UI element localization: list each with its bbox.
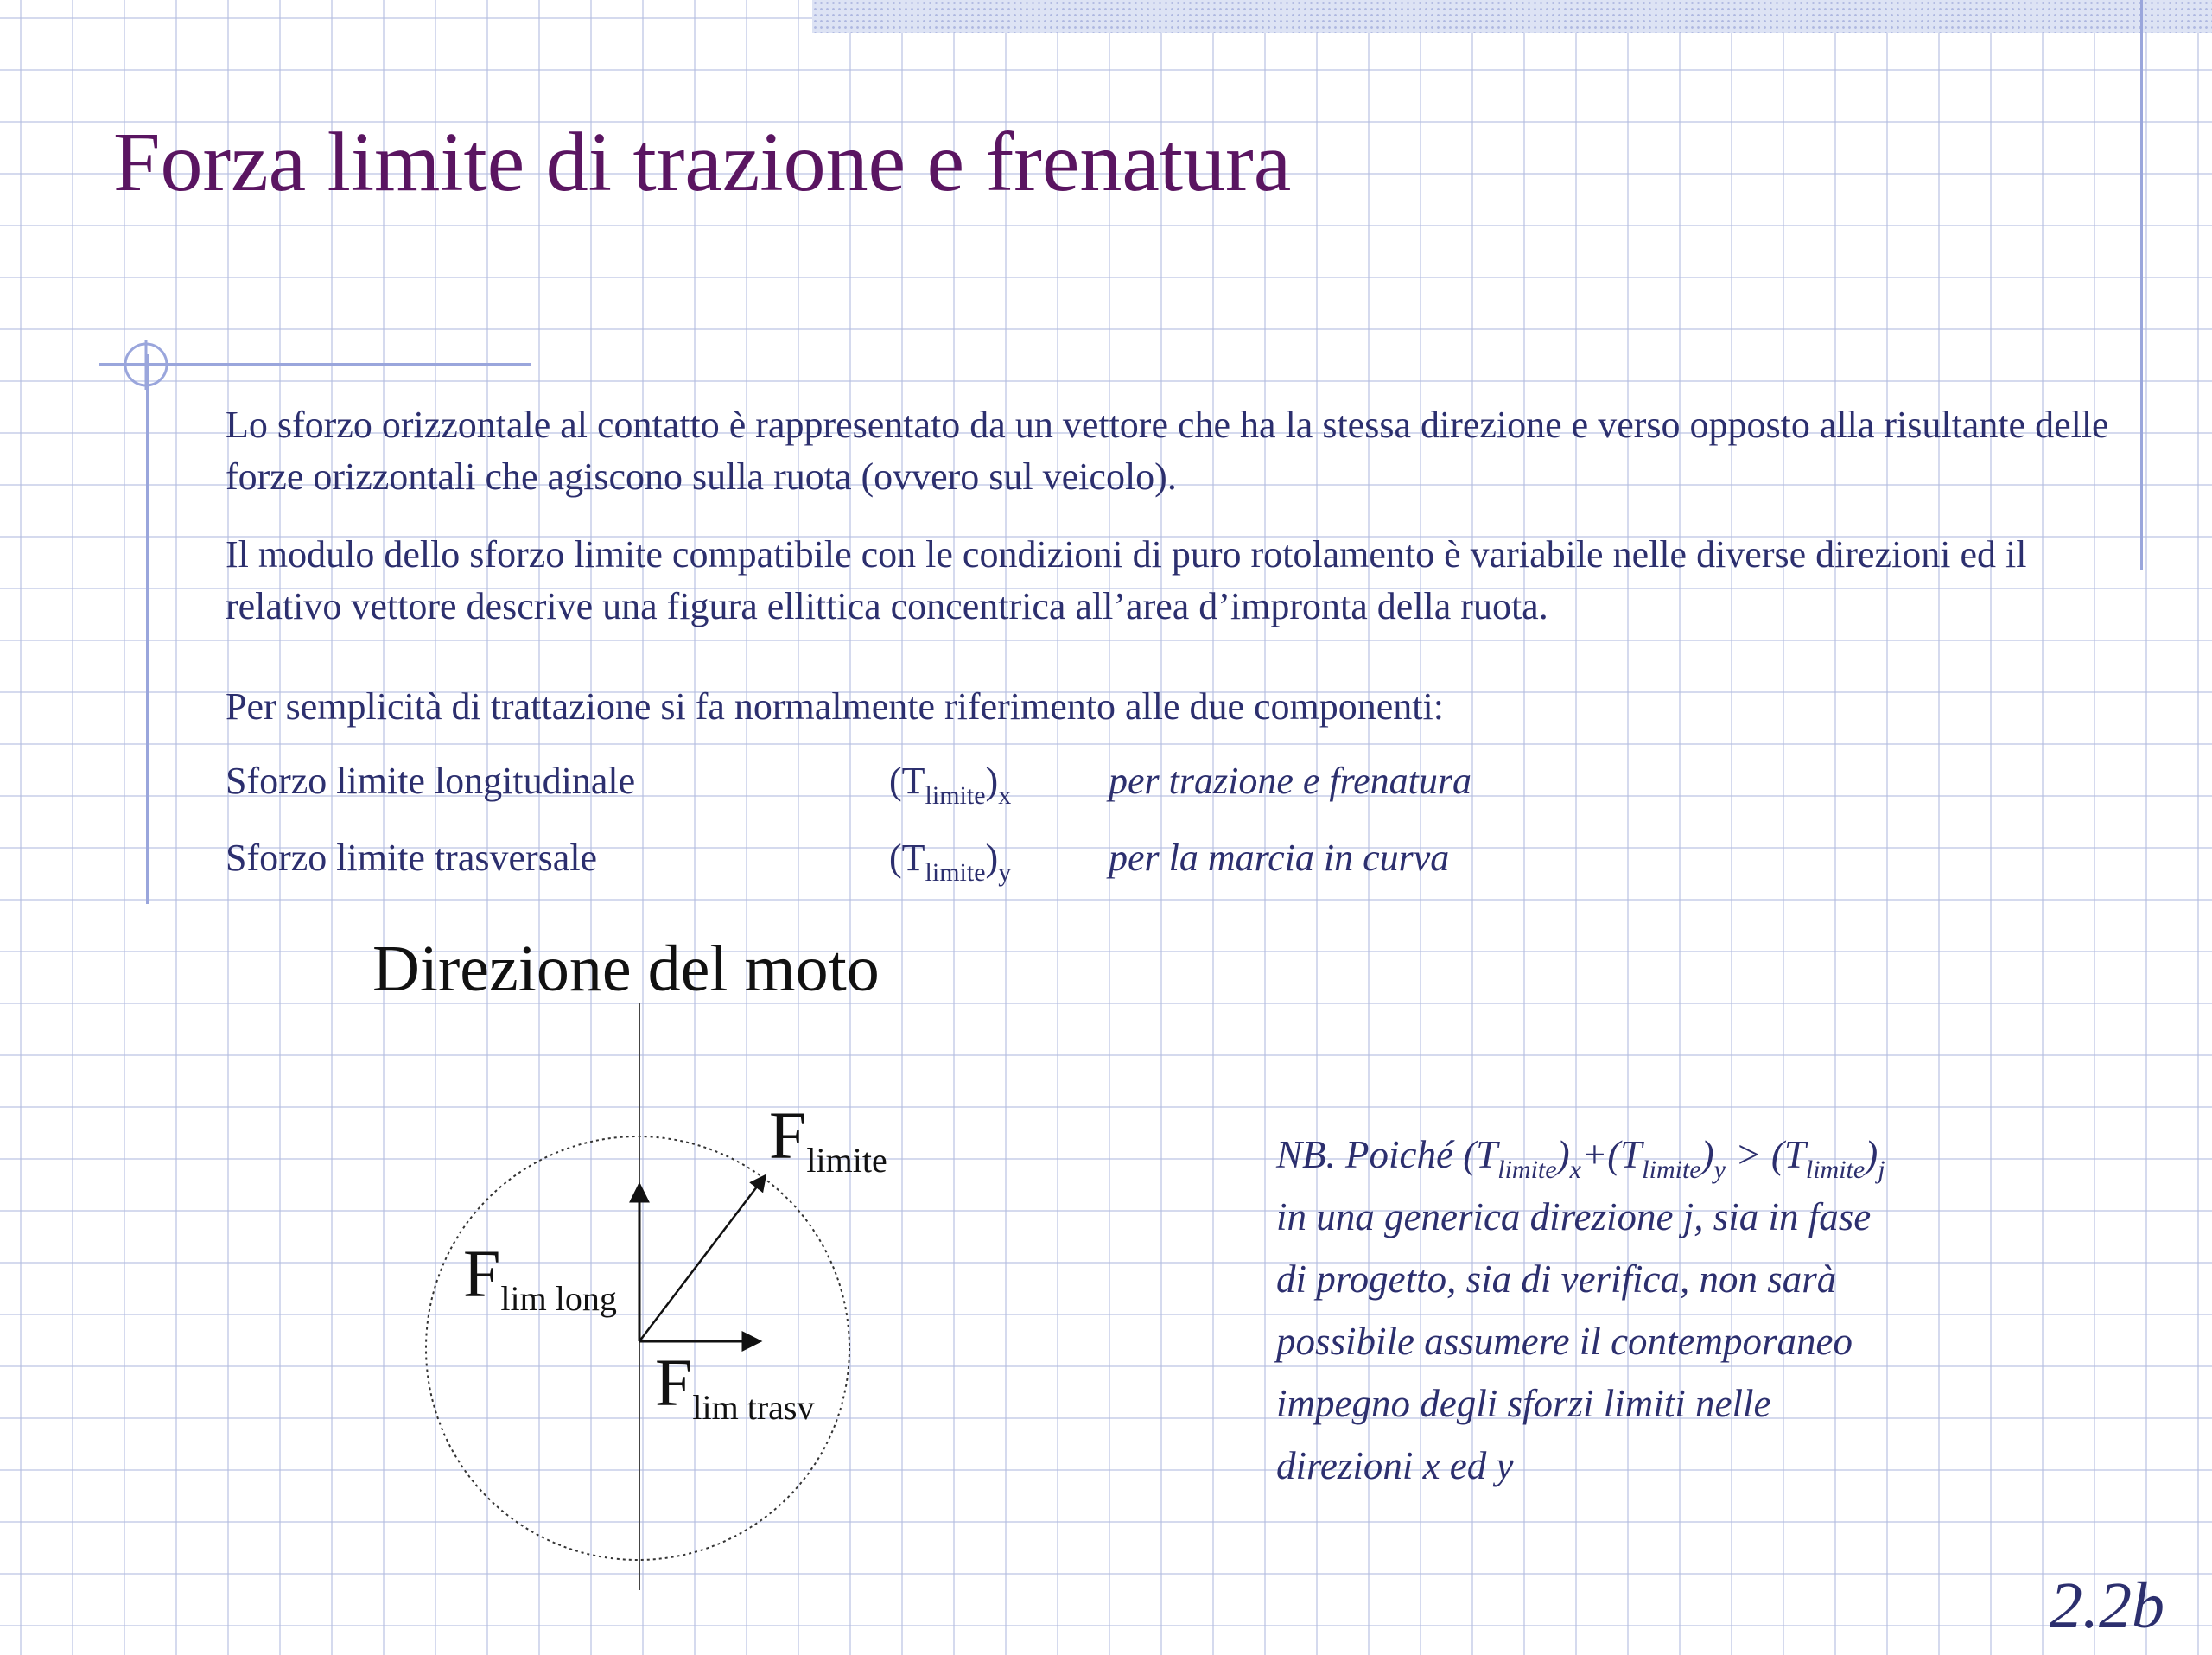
page-number: 2.2b (2050, 1569, 2164, 1642)
force-ellipse-diagram (363, 1003, 968, 1590)
component-symbol: $(T_{limite})_x$ (889, 760, 1012, 810)
diagram-title: Direzione del moto (372, 933, 880, 1005)
top-dotted-band (812, 0, 2212, 33)
limit-ellipse (426, 1136, 849, 1560)
component-label: Sforzo limite longitudinale (226, 760, 636, 802)
f-trasv-label: Flim trasv (655, 1345, 815, 1427)
component-row-transversal (226, 836, 1781, 888)
f-limite-arrow (639, 1175, 766, 1341)
nb-line: possibile assumere il contemporaneo (1276, 1320, 1853, 1363)
nb-line: in una generica direzione j, sia in fase (1276, 1195, 1872, 1238)
nb-formula-line: NB. Poiché $(T_{limite})_x+(T_{limite})_y > (T_{limite})_j$ (1276, 1133, 1885, 1184)
paragraph-1: Lo sforzo orizzontale al contatto è rappresentato da un vettore che ha la stessa direzione e verso opposto alla risultante delle forze orizzontali che agiscono sulla ruota (ovvero sul veicolo). (226, 404, 2109, 498)
component-label: Sforzo limite trasversale (226, 837, 598, 879)
crosshair-icon (121, 340, 171, 390)
component-description: per trazione e frenatura (1109, 760, 1471, 802)
left-accent-line (146, 354, 149, 904)
paragraph-3: Per semplicità di trattazione si fa normalmente riferimento alle due componenti: (226, 685, 1444, 728)
f-long-label: Flim long (463, 1236, 617, 1318)
paragraph-2: Il modulo dello sforzo limite compatibile con le condizioni di puro rotolamento è variabile nelle diverse direzioni ed il relativo vettore descrive una figura ellittica concentrica all’area d’impronta della ruota. (226, 533, 2027, 627)
component-symbol: $(T_{limite})_y$ (889, 837, 1012, 887)
component-description: per la marcia in curva (1109, 837, 1450, 879)
f-limite-label: Flimite (769, 1098, 887, 1180)
nb-line: di progetto, sia di verifica, non sarà (1276, 1257, 1837, 1301)
nb-note (1276, 1123, 1985, 1497)
nb-line: impegno degli sforzi limiti nelle (1276, 1382, 1771, 1425)
component-row-longitudinal (226, 759, 1781, 811)
slide-title: Forza limite di trazione e frenatura (113, 116, 1292, 209)
nb-line: direzioni x ed y (1276, 1444, 1514, 1487)
right-accent-line (2140, 0, 2143, 570)
